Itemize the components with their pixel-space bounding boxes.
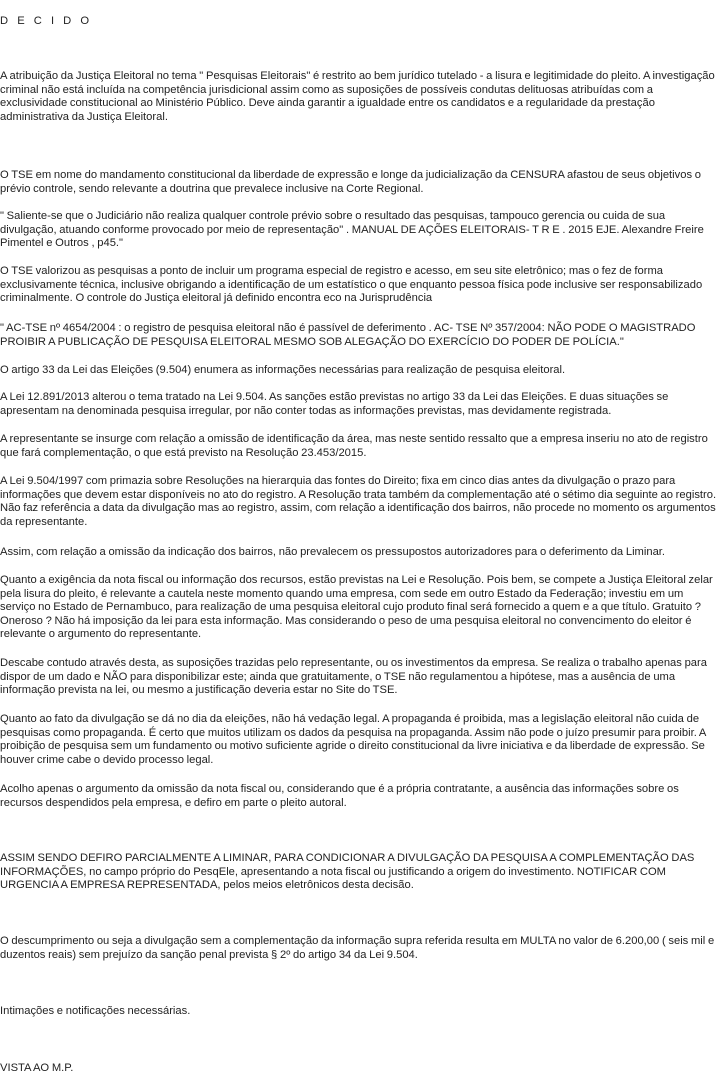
paragraph-notifications: Intimações e notificações necessárias. — [0, 1005, 191, 1017]
paragraph-doctrine-quote: " Saliente-se que o Judiciário não realiza qualquer controle prévio sobre o resultado das pesquisas, tampouco gerencia ou cuida de sua divulgação, atuando conforme provocado por meio de representação" . MANUAL DE AÇÕES ELEITORAIS- T R E . 2015 EJE. Alexandre Freire Pimentel e Outros , p45." — [0, 210, 704, 250]
paragraph-tse-freedom: O TSE em nome do mandamento constitucional da liberdade de expressão e longe da judicialização da CENSURA afastou de seus objetivos o prévio controle, sendo relevante a doutrina que prevalece inclusive na Corte Regional. — [0, 169, 701, 195]
paragraph-jurisprudence-quote: " AC-TSE nº 4654/2004 : o registro de pesquisa eleitoral não é passível de deferimento . AC- TSE Nº 357/2004: NÃO PODE O MAGISTRADO PROIBIR A PUBLICAÇÃO DE PESQUISA ELEITORAL MESMO SOB ALEGAÇÃO DO EXERCÍCIO DO PODER DE POLÍCIA." — [0, 322, 696, 348]
paragraph-article-33: O artigo 33 da Lei das Eleições (9.504) enumera as informações necessárias para realização de pesquisa eleitoral. — [0, 364, 566, 376]
paragraph-invoice-requirement: Quanto a exigência da nota fiscal ou informação dos recursos, estão previstas na Lei e Resolução. Pois bem, se compete a Justiça Eleitoral zelar pela lisura do pleito, é relevante a cautela neste momento quando uma empresa, com sede em outro Estado da Federação; investiu em um serviço no Estado de Pernambuco, para realização de uma pesquisa eleitoral cujo produto final será fornecido a quem e a que título. Gratuito ? Oneroso ? Não há imposição da lei para esta informação. Mas considerando o peso de uma pesquisa eleitoral no convencimento do eleitor é relevante o argumento do representante. — [0, 574, 713, 641]
paragraph-suppositions: Descabe contudo através desta, as suposições trazidas pelo representante, ou os investimentos da empresa. Se realiza o trabalho apenas para dispor de um dado e NÃO para disponibilizar este; ainda que gratuitamente, o TSE não regulamentou a hipótese, mas a ausência de uma informação prevista na lei, ou mesmo a justificação deveria estar no Site do TSE. — [0, 657, 707, 697]
document-heading: D E C I D O — [0, 15, 93, 27]
paragraph-partial-acceptance: Acolho apenas o argumento da omissão da nota fiscal ou, considerando que é a própria contratante, a ausência das informações sobre os recursos despendidos pela empresa, e defiro em parte o pleito autoral. — [0, 783, 679, 809]
paragraph-penalty: O descumprimento ou seja a divulgação sem a complementação da informação supra referida resulta em MULTA no valor de 6.200,00 ( seis mil e duzentos reais) sem prejuízo da sanção penal prevista § 2º do artigo 34 da Lei 9.504. — [0, 935, 715, 961]
paragraph-ruling: ASSIM SENDO DEFIRO PARCIALMENTE A LIMINAR, PARA CONDICIONAR A DIVULGAÇÃO DA PESQUISA A COMPLEMENTAÇÃO DAS INFORMAÇÕES, no campo próprio do PesqEle, apresentando a nota fiscal ou justificando a origem do investimento. NOTIFICAR COM URGENCIA A EMPRESA REPRESENTADA, pelos meios eletrônicos desta decisão. — [0, 852, 695, 892]
paragraph-election-day: Quanto ao fato da divulgação se dá no dia da eleições, não há vedação legal. A propaganda é proibida, mas a legislação eleitoral não cuida de pesquisas como propaganda. É certo que muitos utilizam os dados da pesquisa na propaganda. Assim não pode o juízo presumir para proibir. A proibição de pesquisa sem um fundamento ou motivo suficiente agride o direito constitucional da livre iniciativa e da liberdade de expressão. Se houver crime cabe o devido processo legal. — [0, 713, 706, 766]
paragraph-jurisdiction: A atribuição da Justiça Eleitoral no tema " Pesquisas Eleitorais" é restrito ao bem jurídico tutelado - a lisura e legitimidade do pleito. A investigação criminal não está incluída na competência jurisdicional assim como as suposições de possíveis condutas delituosas atribuídas com a exclusividade constitucional ao Ministério Público. Deve ainda garantir a igualdade entre os candidatos e a regularidade da prestação administrativa da Justiça Eleitoral. — [0, 70, 715, 123]
paragraph-law-9504: A Lei 9.504/1997 com primazia sobre Resoluções na hierarquia das fontes do Direito; fixa em cinco dias antes da divulgação o prazo para informações que devem estar disponíveis no ato do registro. A Resolução trata também da complementação até o sétimo dia seguinte ao registro. Não faz referência a data da divulgação mas ao registro, assim, com relação a identificação dos bairros, não procede no momento os argumentos da representante. — [0, 475, 717, 528]
paragraph-tse-registration: O TSE valorizou as pesquisas a ponto de incluir um programa especial de registro e acesso, em seu site eletrônico; mas o fez de forma exclusivamente técnica, inclusive obrigando a identificação de um estatístico o que enquanto pessoa física pode inclusive ser responsabilizado criminalmente. O controle do Justiça eleitoral já definido encontra eco na Jurisprudência — [0, 265, 703, 305]
paragraph-neighborhoods: Assim, com relação a omissão da indicação dos bairros, não prevalecem os pressupostos autorizadores para o deferimento da Liminar. — [0, 546, 666, 558]
paragraph-law-12891: A Lei 12.891/2013 alterou o tema tratado na Lei 9.504. As sanções estão previstas no artigo 33 da Lei das Eleições. E duas situações se apresentam na denominada pesquisa irregular, por não conter todas as informações previstas, mas devidamente registrada. — [0, 391, 669, 417]
paragraph-vista: VISTA AO M.P. — [0, 1062, 74, 1074]
paragraph-area-omission: A representante se insurge com relação a omissão de identificação da área, mas neste sentido ressalto que a empresa inseriu no ato de registro que fará complementação, o que está previsto na Resolução 23.453/2015. — [0, 433, 708, 459]
